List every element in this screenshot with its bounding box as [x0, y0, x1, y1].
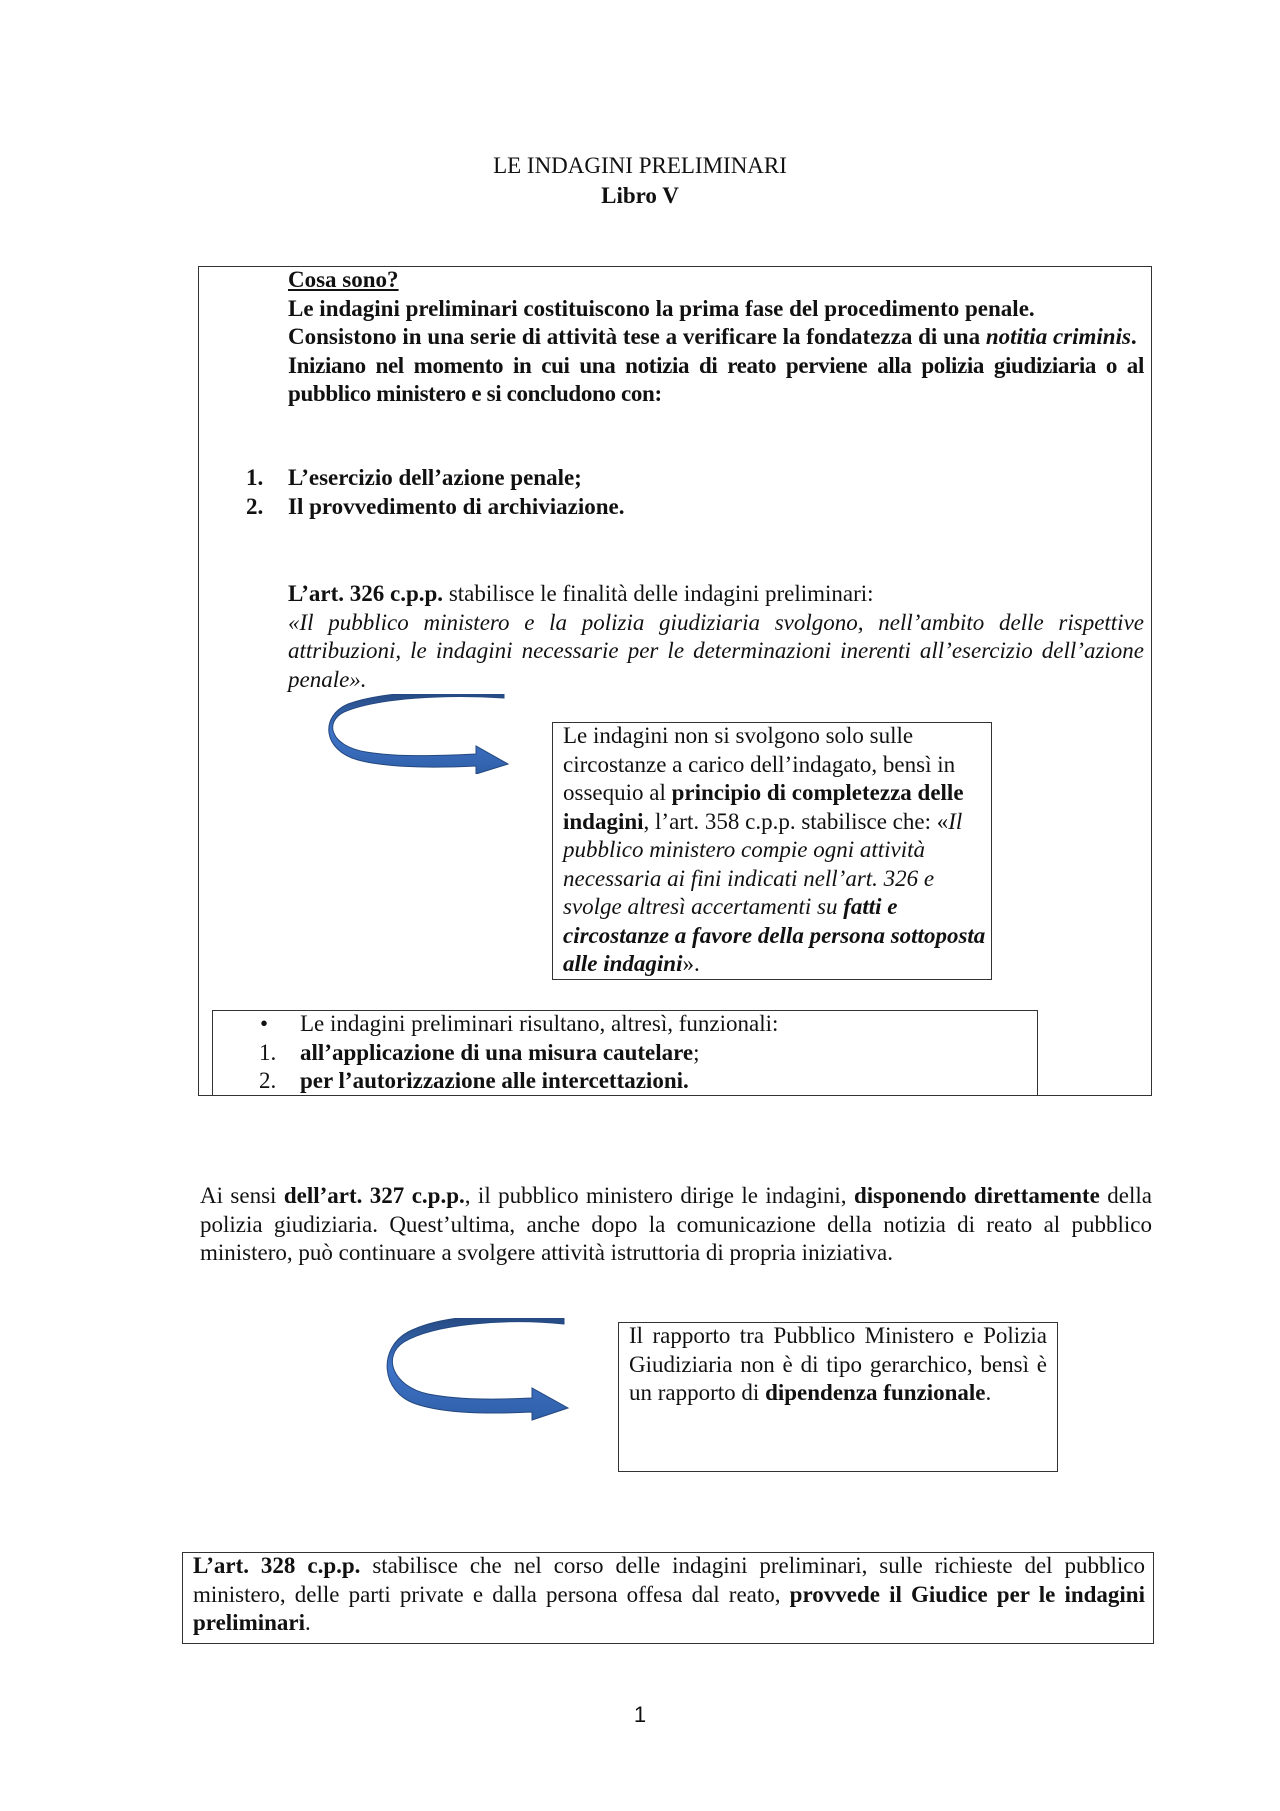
callout1-close: ». — [682, 951, 700, 976]
art327-paragraph — [200, 1182, 1152, 1268]
gip-provides: provvede il Giudice per le indagini preliminari — [193, 1581, 1145, 1635]
art326-text: stabilisce le finalità delle indagini preliminari: — [443, 581, 874, 606]
list-number: 2. — [246, 493, 264, 519]
consist-line — [288, 323, 1144, 352]
art327-ref: dell’art. 327 c.p.p. — [283, 1183, 465, 1208]
outcome-list — [246, 464, 625, 521]
notitia-term: notitia criminis — [985, 324, 1131, 349]
page-title: LE INDAGINI PRELIMINARI — [493, 153, 787, 178]
consist-period: . — [1130, 324, 1137, 349]
functional-dependency: dipendenza funzionale — [765, 1380, 986, 1405]
p327-text: , il pubblico ministero dirige le indagini, — [464, 1183, 854, 1208]
p327-text: della polizia giudiziaria. Quest’ultima, anche dopo la comunicazione della notizia di reato al pubblico ministero, può continuare a svolgere attività istruttoria di propria iniziativa. — [200, 1183, 1153, 1265]
direct-disposal: disponendo direttamente — [853, 1183, 1100, 1208]
curved-arrow-icon — [386, 1318, 570, 1422]
list-item — [246, 493, 625, 522]
callout1-text: Le indagini non si svolgono solo sulle circostanze a carico dell’indagato, bensì in ossequio al — [563, 723, 956, 805]
art328-period: . — [305, 1610, 311, 1635]
art328-body: stabilisce che nel corso delle indagini preliminari, sulle richieste del pubblico ministero, delle parti private e dalla persona offesa dal reato, — [193, 1553, 1145, 1607]
p327-text: Ai sensi — [200, 1183, 284, 1208]
art326-block — [288, 580, 1144, 694]
question-heading: Cosa sono? — [288, 267, 399, 292]
consist-text: Consistono in una serie di attività tese a verificare la fondatezza di una — [288, 324, 986, 349]
functional-intro — [260, 1010, 778, 1039]
functional-box-content — [260, 1010, 778, 1096]
definition-line: Le indagini preliminari costituiscono la prima fase del procedimento penale. — [288, 295, 1035, 321]
list-tail: ; — [693, 1039, 700, 1065]
callout2-text: Il rapporto tra Pubblico Ministero e Polizia Giudiziaria non è di tipo gerarchico, bensì è un rapporto di — [629, 1323, 1047, 1405]
art326-ref: L’art. 326 c.p.p. — [288, 581, 444, 606]
list-item — [246, 464, 625, 493]
callout1-text: , l’art. 358 c.p.p. stabilisce che: « — [643, 808, 949, 834]
art328-text — [193, 1552, 1145, 1638]
list-item — [259, 1039, 778, 1068]
art328-ref: L’art. 328 c.p.p. — [193, 1553, 361, 1578]
completeness-principle: principio di completezza delle indagini — [563, 780, 964, 834]
list-number: 2. — [259, 1068, 277, 1093]
list-item — [259, 1067, 778, 1096]
art326-intro — [288, 580, 1144, 609]
start-line: Iniziano nel momento in cui una notizia di reato perviene alla polizia giudiziaria o al pubblico ministero e si concludono con: — [288, 352, 1144, 406]
functional-intro-text: Le indagini preliminari risultano, altresì, funzionali: — [300, 1011, 779, 1036]
art326-quote: «Il pubblico ministero e la polizia giudiziaria svolgono, nell’ambito delle rispettive attribuzioni, le indagini necessarie per le determinazioni inerenti all’esercizio dell’azione penale». — [288, 609, 1144, 692]
list-number: 1. — [246, 465, 264, 490]
completeness-callout-text — [563, 722, 987, 979]
list-text: L’esercizio dell’azione penale; — [288, 465, 582, 490]
curved-arrow-icon — [326, 694, 510, 774]
list-text: per l’autorizzazione alle intercettazioni. — [300, 1068, 689, 1093]
page-subtitle: Libro V — [601, 183, 679, 208]
list-number: 1. — [259, 1039, 277, 1065]
favorable-facts: fatti e circostanze a favore della persona sottoposta alle indagini — [563, 894, 986, 976]
list-text: all’applicazione di una misura cautelare — [300, 1039, 694, 1065]
page-number: 1 — [633, 1702, 647, 1727]
art358-quote: Il pubblico ministero compie ogni attività necessaria ai fini indicati nell’art. 326 e svolge altresì accertamenti su — [563, 808, 963, 919]
list-text: Il provvedimento di archiviazione. — [288, 493, 625, 519]
callout2-period: . — [985, 1380, 992, 1405]
bullet: • — [260, 1011, 269, 1036]
box1-content — [288, 266, 1148, 409]
relationship-callout-text — [629, 1322, 1047, 1408]
